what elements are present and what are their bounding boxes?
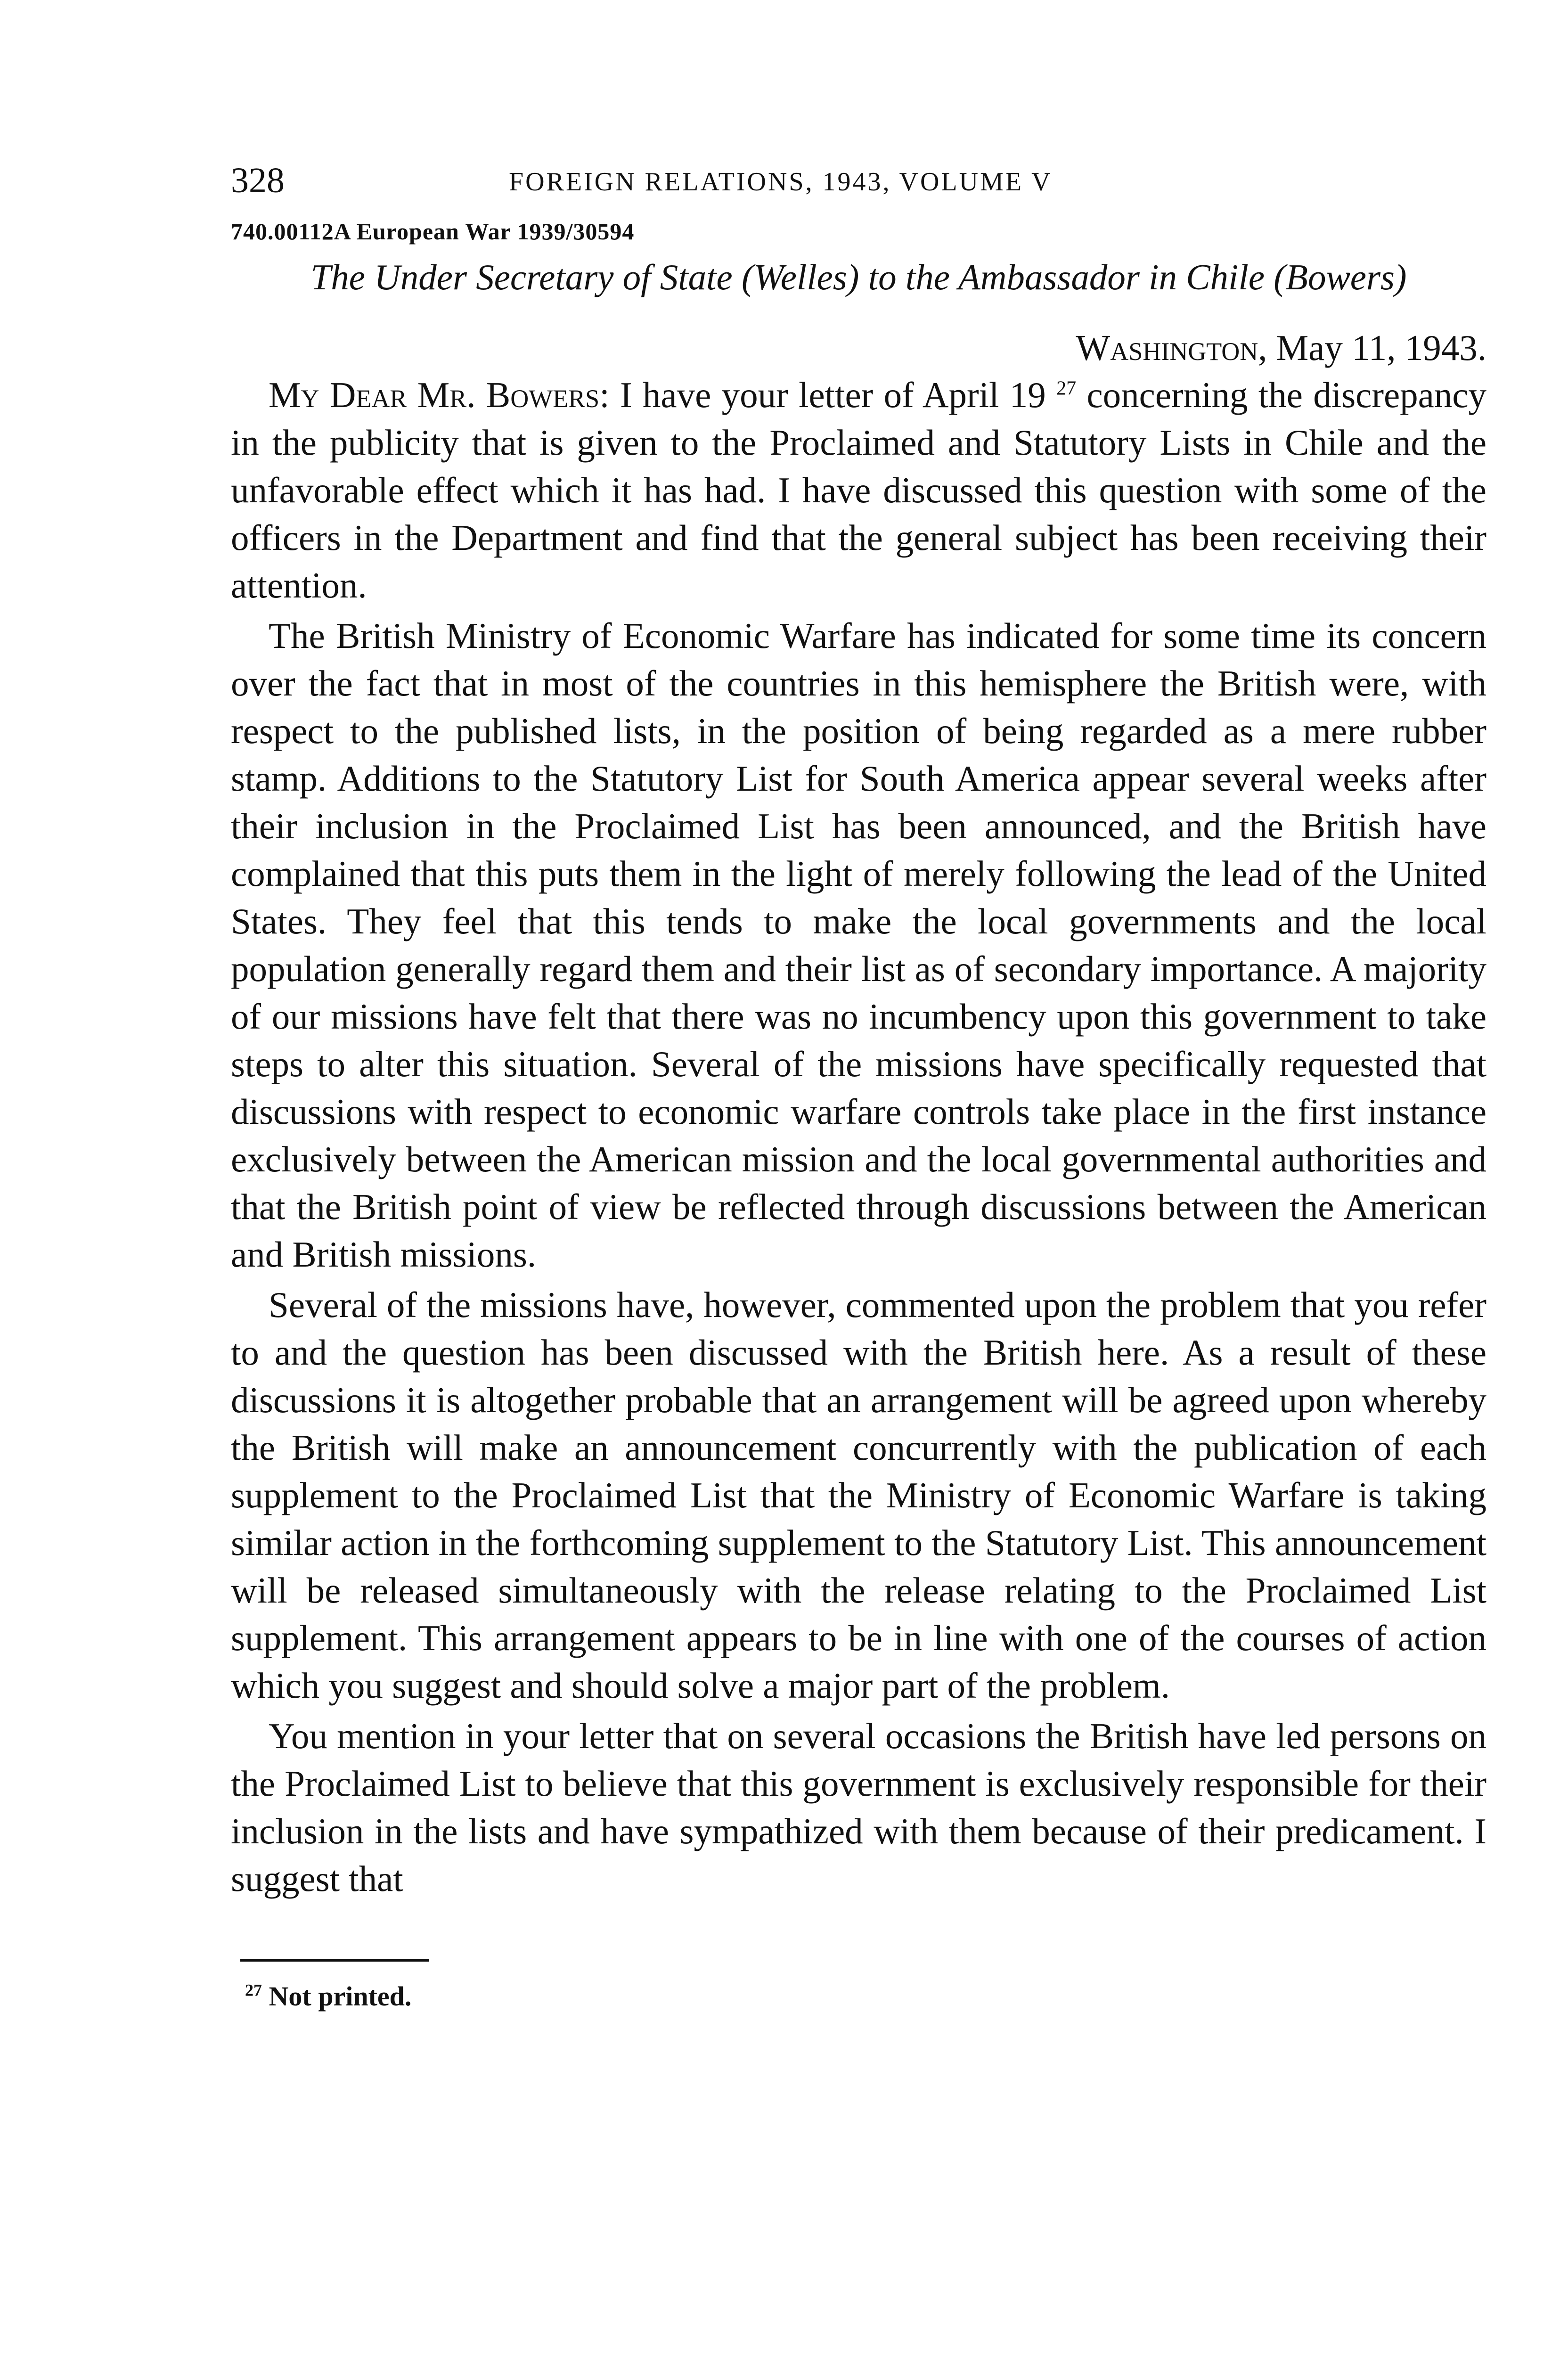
file-reference: 740.00112A European War 1939/30594 <box>231 218 635 245</box>
footnote-reference: 27 <box>1056 377 1077 400</box>
paragraph-1-end: concerning the discrepancy in the publicity that is given to the Proclaimed and Statutory Lists in Chile and the unfavorable effect which it has had. I have discussed this question with some of the officers in the Department and find that the general subject has been receiving their attention. <box>231 375 1487 605</box>
paragraph-2: The British Ministry of Economic Warfare has indicated for some time its concern over the fact that in most of the countries in this hemisphere the British were, with respect to the published lists, in the position of being regarded as a mere rubber stamp. Additions to the Statutory List for South America appear several weeks after their inclusion in the Proclaimed List has been announced, and the British have complained that this puts them in the light of merely following the lead of the United States. They feel that this tends to make the local governments and the local population generally regard them and their list as of secondary importance. A majority of our missions have felt that there was no incumbency upon this government to take steps to alter this situation. Several of the missions have specifically requested that discussions with respect to economic warfare controls take place in the first instance exclusively between the American mission and the local governmental authorities and that the British point of view be reflected through discussions between the American and British missions. <box>231 615 1486 1275</box>
salutation: My Dear Mr. Bowers: <box>269 375 610 415</box>
paragraph-1 <box>231 371 1486 609</box>
paragraph-4: You mention in your letter that on several occasions the British have led persons on the Proclaimed List to believe that this government is exclusively responsible for their inclusion in the lists and have sympathized with them because of their predicament. I suggest that <box>231 1716 1486 1899</box>
document-page <box>231 160 1486 2012</box>
dateline-date: , May 11, 1943. <box>1258 327 1486 368</box>
page-number: 328 <box>231 161 285 200</box>
running-header <box>231 160 1486 207</box>
footnote <box>245 1980 1486 2012</box>
dateline-place: Washington <box>1076 327 1258 368</box>
paragraph-1-start: I have your letter of April 19 <box>609 375 1046 415</box>
footnote-text: Not printed. <box>262 1981 412 2012</box>
footnote-rule <box>240 1959 429 1962</box>
paragraph-3: Several of the missions have, however, commented upon the problem that you refer to and the question has been discussed with the British here. As a result of these discussions it is altogether probable that an arrangement will be agreed upon whereby the British will make an announcement concurrently with the publication of each supplement to the Proclaimed List that the Ministry of Economic Warfare is taking similar action in the forthcoming supplement to the Statutory List. This announcement will be released simultaneously with the release relating to the Proclaimed List supplement. This arrangement appears to be in line with one of the courses of action which you suggest and should solve a major part of the problem. <box>231 1284 1486 1706</box>
dateline <box>231 324 1486 371</box>
document-title: The Under Secretary of State (Welles) to the Ambassador in Chile (Bowers) <box>310 257 1407 297</box>
running-title: FOREIGN RELATIONS, 1943, VOLUME V <box>509 167 1053 196</box>
footnote-marker: 27 <box>245 1980 262 2000</box>
